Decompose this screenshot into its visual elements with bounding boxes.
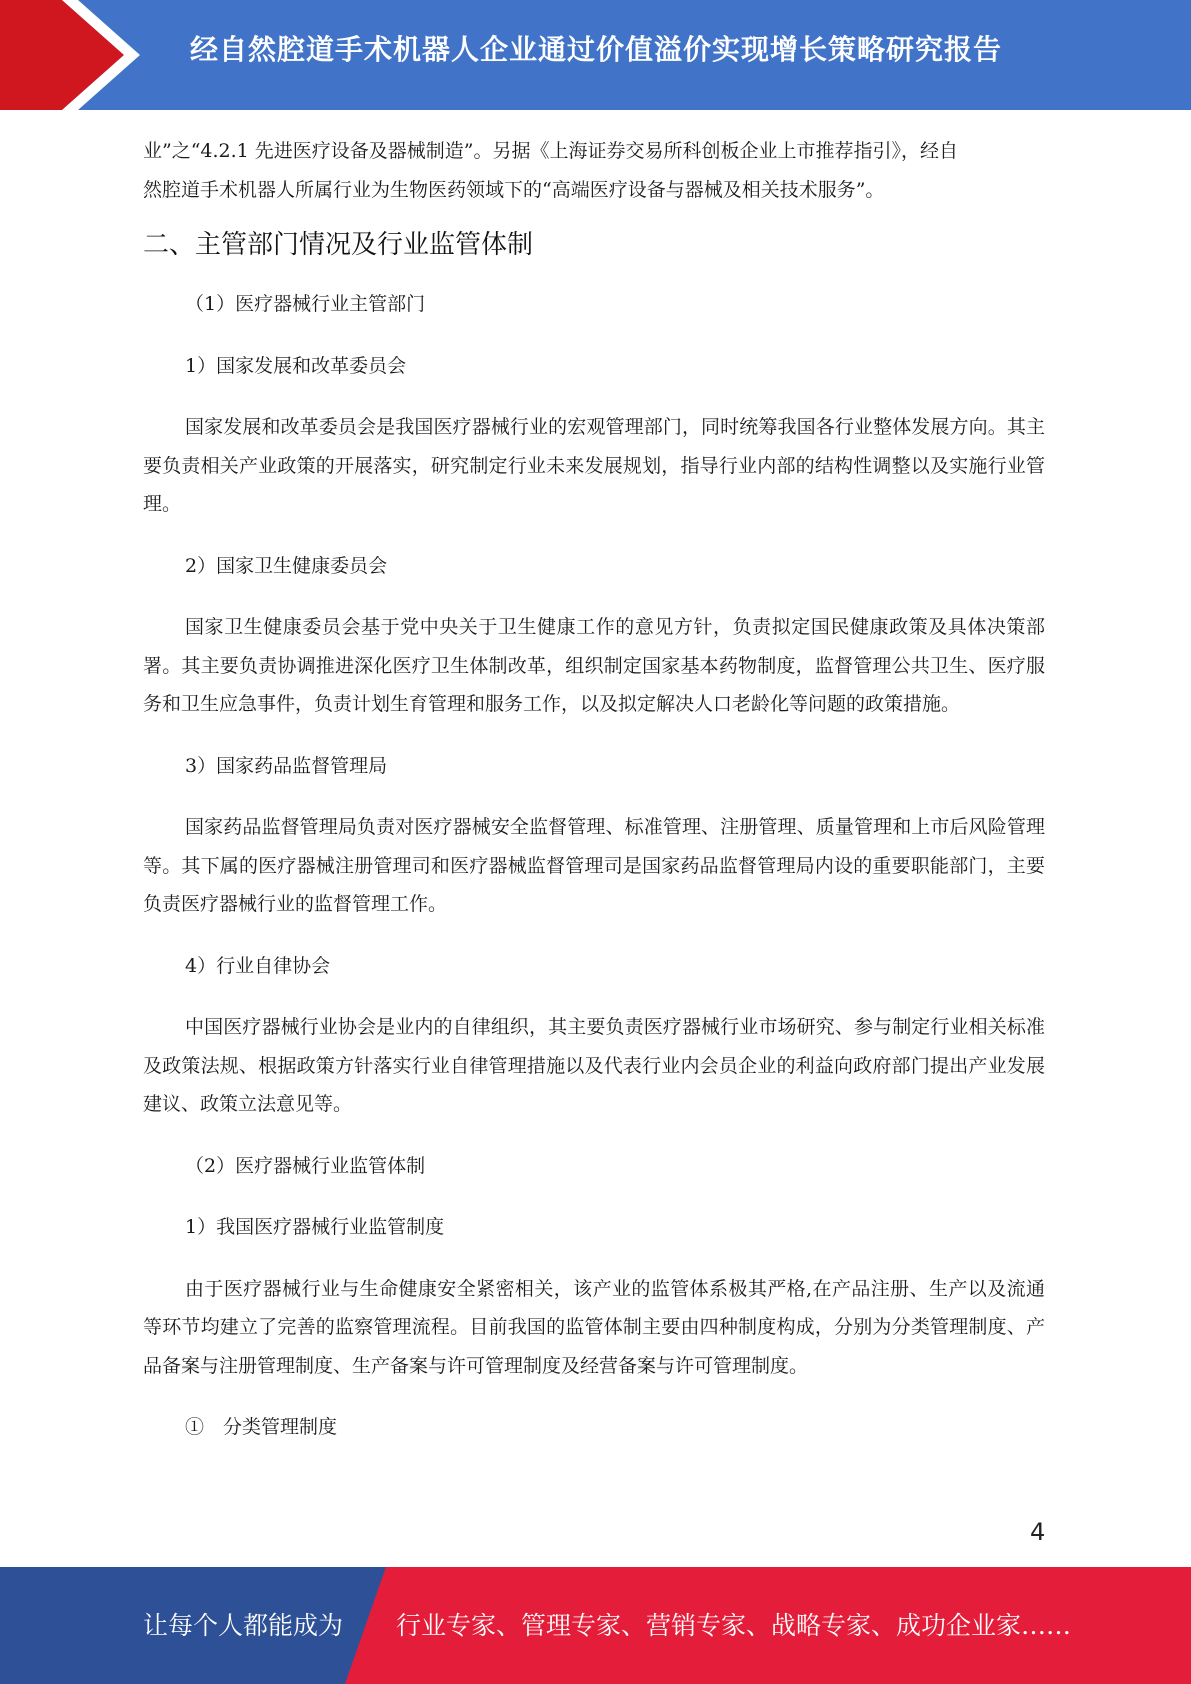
item-title-classification: ① 分类管理制度 <box>185 1416 338 1438</box>
document-body <box>143 132 1045 1447</box>
item-title-association: 4）行业自律协会 <box>185 954 331 977</box>
footer-slogan-right: 行业专家、管理专家、营销专家、战略专家、成功企业家…… <box>396 1611 1072 1640</box>
header-chevron-decoration <box>0 0 160 110</box>
intro-line-1: 业”之“4.2.1 先进医疗设备及器械制造”。另据《上海证券交易所科创板企业上市推荐指引》，经自 <box>143 140 959 162</box>
item-title-ndrc: 1）国家发展和改革委员会 <box>185 354 407 377</box>
item-title-regulation: 1）我国医疗器械行业监管制度 <box>185 1216 445 1238</box>
intro-line-2: 然腔道手术机器人所属行业为生物医药领域下的“高端医疗设备与器械及相关技术服务”。 <box>143 178 885 201</box>
footer-slogan-left: 让每个人都能成为 <box>143 1611 344 1640</box>
report-title: 经自然腔道手术机器人企业通过价值溢价实现增长策略研究报告 <box>190 33 1003 66</box>
item-title-nhc: 2）国家卫生健康委员会 <box>185 554 388 577</box>
item-body-ndrc: 国家发展和改革委员会是我国医疗器械行业的宏观管理部门，同时统筹我国各行业整体发展方向。其主要负责相关产业政策的开展落实，研究制定行业未来发展规划，指导行业内部的结构性调整以及实施行业管理。 <box>143 416 1045 515</box>
section-heading: 二、主管部门情况及行业监管体制 <box>143 230 534 260</box>
item-body-nmpa: 国家药品监督管理局负责对医疗器械安全监督管理、标准管理、注册管理、质量管理和上市后风险管理等。其下属的医疗器械注册管理司和医疗器械监督管理司是国家药品监督管理局内设的重要职能部门，主要负责医疗器械行业的监督管理工作。 <box>143 816 1045 915</box>
page-header <box>0 0 1191 110</box>
page-footer <box>0 1567 1191 1684</box>
item-title-nmpa: 3）国家药品监督管理局 <box>185 754 388 777</box>
item-body-association: 中国医疗器械行业协会是业内的自律组织，其主要负责医疗器械行业市场研究、参与制定行业相关标准及政策法规、根据政策方针落实行业自律管理措施以及代表行业内会员企业的利益向政府部门提出产业发展建议、政策立法意见等。 <box>143 1016 1045 1115</box>
subsection-title-1: （1）医疗器械行业主管部门 <box>185 293 426 315</box>
subsection-title-2: （2）医疗器械行业监管体制 <box>185 1154 426 1177</box>
item-body-regulation: 由于医疗器械行业与生命健康安全紧密相关，该产业的监管体系极其严格,在产品注册、生产以及流通等环节均建立了完善的监察管理流程。目前我国的监管体制主要由四种制度构成，分别为分类管理制度、产品备案与注册管理制度、生产备案与许可管理制度及经营备案与许可管理制度。 <box>143 1277 1045 1377</box>
intro-paragraph <box>143 132 1045 209</box>
page-number: 4 <box>1030 1518 1046 1546</box>
item-body-nhc: 国家卫生健康委员会基于党中央关于卫生健康工作的意见方针，负责拟定国民健康政策及具体决策部署。其主要负责协调推进深化医疗卫生体制改革，组织制定国家基本药物制度，监督管理公共卫生、医疗服务和卫生应急事件，负责计划生育管理和服务工作，以及拟定解决人口老龄化等问题的政策措施。 <box>143 616 1045 715</box>
